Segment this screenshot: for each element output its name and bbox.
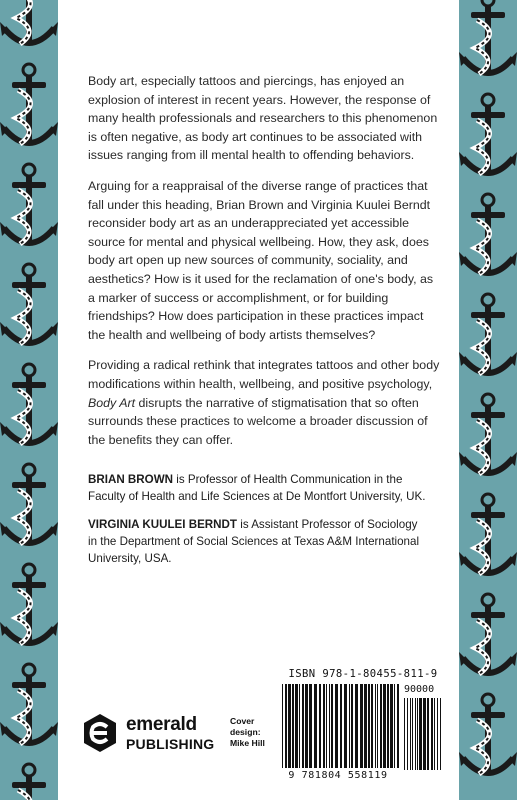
publisher-name: emerald [126, 714, 197, 735]
barcode-bar [302, 684, 304, 768]
barcode-bar [375, 684, 376, 768]
blurb-paragraph-3 [88, 356, 440, 449]
barcode-bar [380, 684, 382, 768]
barcode-bar [437, 698, 438, 770]
barcode-bar [282, 684, 283, 768]
barcode-bar [368, 684, 370, 768]
left-anchor-border [0, 0, 58, 800]
barcode-bar [419, 698, 422, 770]
publisher-logo [82, 712, 252, 756]
barcode-bar [417, 698, 418, 770]
barcode-bar [390, 684, 393, 768]
barcode-bar [331, 684, 333, 768]
right-anchor-border [459, 0, 517, 800]
barcode-addon-bars [404, 698, 444, 770]
publisher-subtitle: PUBLISHING [126, 736, 215, 752]
isbn-barcode [274, 666, 452, 788]
blurb-p3-before: Providing a radical rethink that integrates tattoos and other body modifications within health, wellbeing, and positive psychology, [88, 358, 440, 391]
barcode-bar [319, 684, 321, 768]
barcode-bar [351, 684, 353, 768]
barcode-bar [329, 684, 330, 768]
book-title-italic: Body Art [88, 395, 136, 410]
barcode-bar [397, 684, 399, 768]
back-cover-panel [58, 0, 459, 800]
barcode-bar [360, 684, 363, 768]
cover-design-credit [230, 716, 266, 749]
barcode-bar [309, 684, 312, 768]
barcode-bars [282, 684, 400, 768]
barcode-bar [344, 684, 347, 768]
barcode-bar [305, 684, 308, 768]
barcode-bar [377, 684, 378, 768]
anchor-pattern-right [459, 0, 517, 800]
barcode-bar [440, 698, 441, 770]
author-bio-2 [88, 516, 428, 567]
barcode-bar [423, 698, 426, 770]
author-bio-1 [88, 471, 428, 505]
barcode-bar [412, 698, 413, 770]
barcode-bar [288, 684, 291, 768]
barcode-bar [349, 684, 350, 768]
barcode-bar [434, 698, 435, 770]
blurb-p3-after: disrupts the narrative of stigmatisation that so often surrounds these practices to welcome a broader discussion of the benefits they can offer. [88, 395, 428, 447]
author-name-2: VIRGINIA KUULEI BERNDT [88, 518, 238, 531]
barcode-bar [355, 684, 358, 768]
barcode-bar [295, 684, 298, 768]
barcode-bar [427, 698, 429, 770]
barcode-bar [371, 684, 373, 768]
barcode-bar [340, 684, 342, 768]
barcode-bar [299, 684, 300, 768]
barcode-bar [394, 684, 395, 768]
credit-line-1: Cover [230, 716, 255, 726]
author-bio-text-1: is Professor of Health Communication in the Faculty of Health and Life Sciences at De Montfort University, UK. [88, 473, 426, 503]
barcode-bar [410, 698, 411, 770]
isbn-label: ISBN 978-1-80455-811-9 [288, 668, 438, 680]
blurb-paragraph-2: Arguing for a reappraisal of the diverse range of practices that fall under this heading, Brian Brown and Virginia Kuulei Berndt reconsider body art as an underappreciated yet accessible source for mental and physical wellbeing. How, they ask, does body art open up new sources of community, sociality, and aesthetics? How is it used for the reclamation of one's body, as a marker of success or accomplishment, or for building friendships? How does participation in these practices impact the health and wellbeing of body artists themselves? [88, 178, 434, 342]
barcode-bar [314, 684, 317, 768]
book-blurb [88, 72, 440, 461]
barcode-bar [404, 698, 405, 770]
barcode-bar [364, 684, 367, 768]
barcode-number: 9 781804 558119 [288, 770, 388, 781]
barcode-bar [292, 684, 294, 768]
author-bio-text-2: is Assistant Professor of Sociology in the Department of Social Sciences at Texas A&M International University, USA. [88, 518, 420, 565]
barcode-bar [335, 684, 338, 768]
barcode-bar [326, 684, 327, 768]
credit-line-3: Mike Hill [230, 738, 265, 748]
author-name-1: BRIAN BROWN [88, 473, 174, 486]
barcode-bar [383, 684, 386, 768]
barcode-bar [387, 684, 389, 768]
credit-line-2: design: [230, 727, 261, 737]
anchor-pattern-left [0, 0, 58, 800]
emerald-e-icon [82, 712, 118, 754]
barcode-bar [285, 684, 287, 768]
barcode-bar [431, 698, 433, 770]
author-bios [88, 471, 428, 578]
price-code: 90000 [404, 684, 435, 695]
barcode-bar [323, 684, 325, 768]
blurb-paragraph-1: Body art, especially tattoos and piercings, has enjoyed an explosion of interest in recent years. However, the response of many health professionals and researchers to this phenomenon is often negative, as body art continues to be associated with issues ranging from ill mental health to offending behaviors. [88, 74, 438, 163]
barcode-bar [407, 698, 408, 770]
barcode-bar [415, 698, 416, 770]
